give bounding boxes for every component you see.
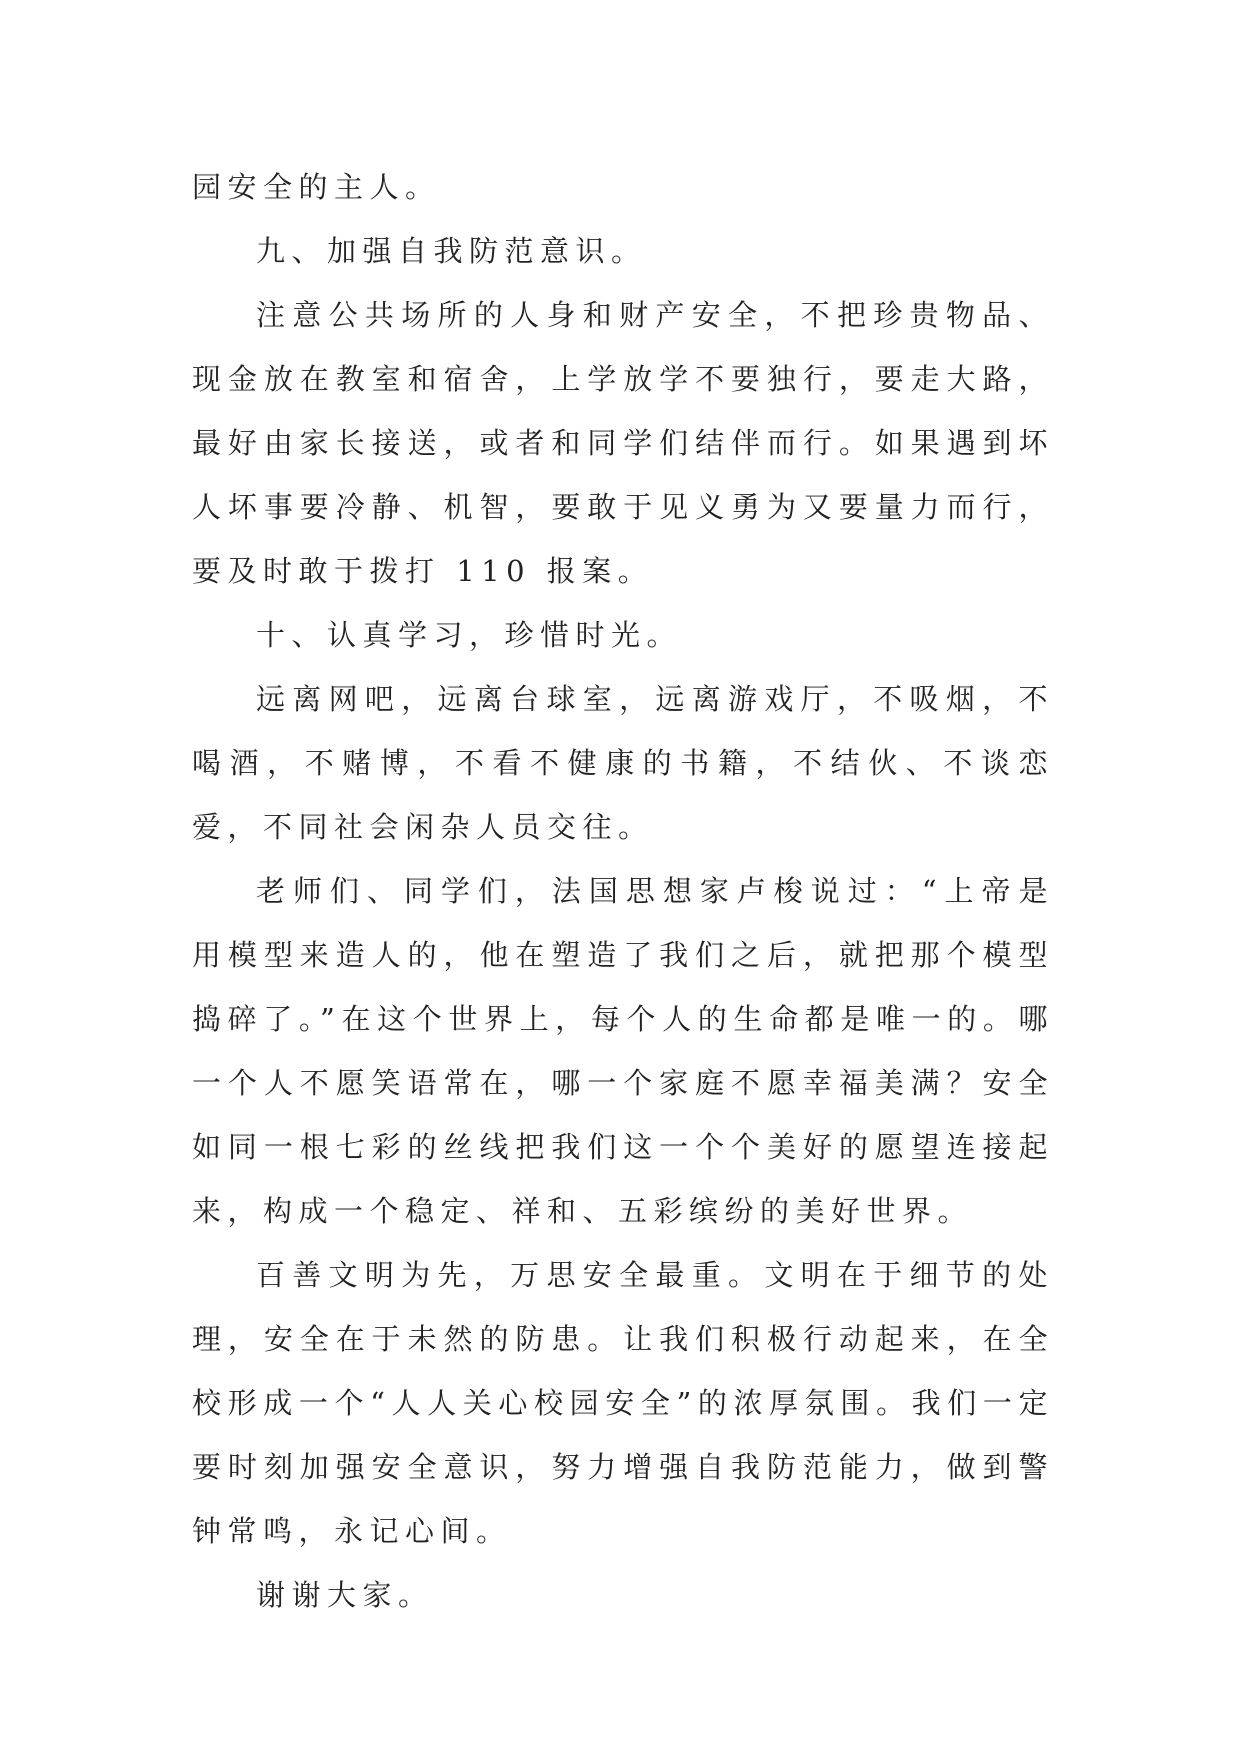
- paragraph-rousseau-quote: 老师们、同学们，法国思想家卢梭说过：“上帝是用模型来造人的，他在塑造了我们之后，就把那个模型捣碎了。”在这个世界上，每个人的生命都是唯一的。哪一个人不愿笑语常在，哪一个家庭不愿幸福美满？安全如同一根七彩的丝线把我们这一个个美好的愿望连接起来，构成一个稳定、祥和、五彩缤纷的美好世界。: [192, 874, 1054, 1228]
- paragraph-safety-first: 百善文明为先，万思安全最重。文明在于细节的处理，安全在于未然的防患。让我们积极行动起来，在全校形成一个“人人关心校园安全”的浓厚氛围。我们一定要时刻加强安全意识，努力增强自我防范能力，做到警钟常鸣，永记心间。: [192, 1258, 1054, 1548]
- section-heading-nine: 九、加强自我防范意识。: [256, 234, 647, 268]
- document-page: [192, 155, 1054, 1627]
- section-heading-ten: 十、认真学习，珍惜时光。: [256, 618, 683, 652]
- paragraph-self-protection: 注意公共场所的人身和财产安全，不把珍贵物品、现金放在教室和宿舍，上学放学不要独行，要走大路，最好由家长接送，或者和同学们结伴而行。如果遇到坏人坏事要冷静、机智，要敢于见义勇为又要量力而行，要及时敢于拨打 110 报案。: [192, 298, 1054, 588]
- paragraph-continuation: 园安全的主人。: [192, 170, 441, 204]
- paragraph-thanks: 谢谢大家。: [256, 1578, 434, 1612]
- paragraph-stay-away: 远离网吧，远离台球室，远离游戏厅，不吸烟，不喝酒，不赌博，不看不健康的书籍，不结伙、不谈恋爱，不同社会闲杂人员交往。: [192, 682, 1054, 844]
